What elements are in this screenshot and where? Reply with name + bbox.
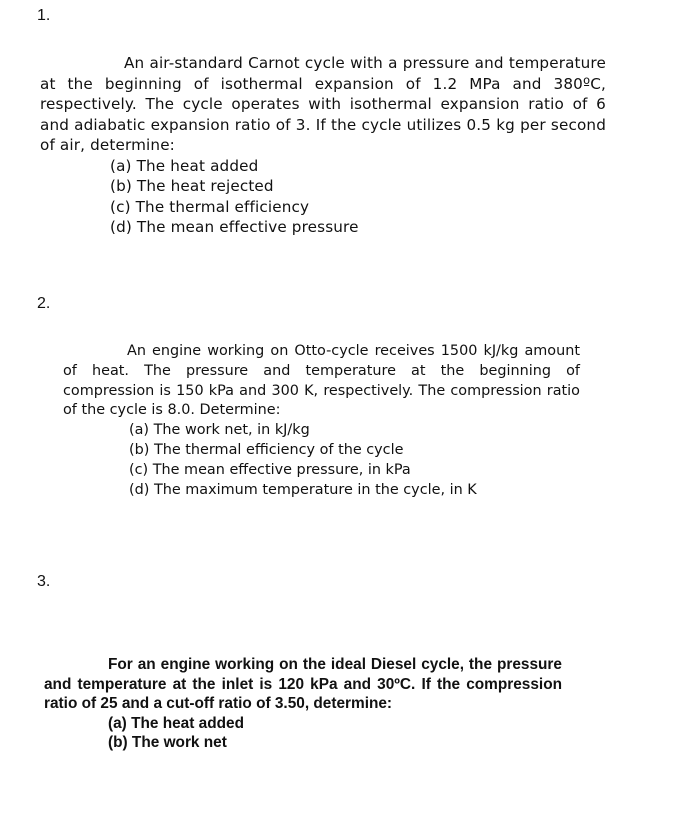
problem-2-part-c: (c) The mean effective pressure, in kPa (129, 461, 411, 478)
problem-1-parts (40, 156, 606, 238)
problem-1-number: 1. (37, 7, 51, 24)
problem-1-part-c: (c) The thermal efficiency (110, 197, 310, 216)
problem-1-part-d: (d) The mean effective pressure (110, 218, 359, 236)
problem-2-number: 2. (37, 295, 51, 312)
problem-2-part-b: (b) The thermal efficiency of the cycle (129, 441, 404, 458)
problem-2 (63, 342, 580, 500)
problem-1-part-b: (b) The heat rejected (110, 177, 274, 195)
problem-1-part-a: (a) The heat added (110, 156, 259, 175)
problem-2-part-a: (a) The work net, in kJ/kg (129, 422, 310, 439)
problem-1-statement: An air-standard Carnot cycle with a pressure and temperature at the beginning of isothermal expansion of 1.2 MPa and 380ºC, respectively. The cycle operates with isothermal expansion ratio of 6 and adiabatic expansion ratio of 3. If the cycle utilizes 0.5 kg per second of air, determine: (40, 54, 606, 154)
problem-1 (40, 53, 606, 238)
problem-3-part-b: (b) The work net (108, 734, 227, 752)
problem-3 (44, 655, 562, 753)
problem-3-statement: For an engine working on the ideal Diesel cycle, the pressure and temperature at the inlet is 120 kPa and 30ºC. If the compression ratio of 25 and a cut-off ratio of 3.50, determine: (44, 656, 562, 713)
problem-2-part-d: (d) The maximum temperature in the cycle, in K (129, 481, 477, 498)
problem-3-number: 3. (37, 573, 51, 590)
problem-2-parts (63, 421, 580, 500)
problem-2-statement: An engine working on Otto-cycle receives 1500 kJ/kg amount of heat. The pressure and temperature at the beginning of compression is 150 kPa and 300 K, respectively. The compression ratio of the cycle is 8.0. Determine: (63, 343, 580, 419)
problem-3-part-a: (a) The heat added (108, 714, 244, 732)
problem-3-parts (44, 714, 562, 753)
